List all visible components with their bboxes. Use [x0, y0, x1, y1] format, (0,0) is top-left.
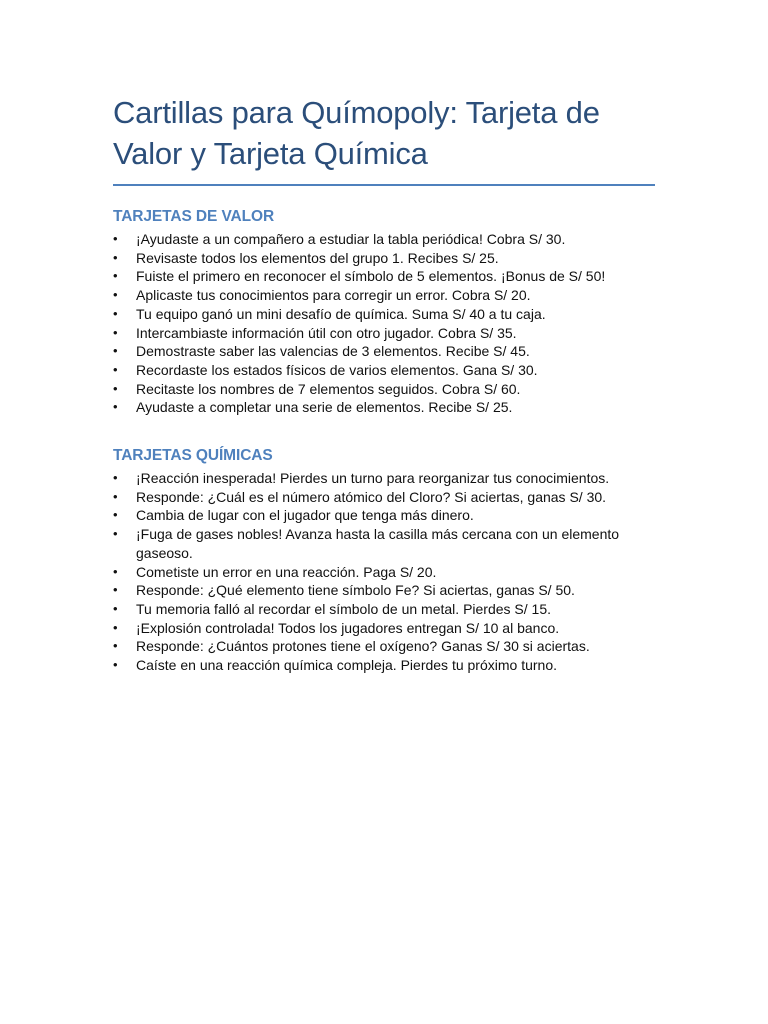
list-item-text: Aplicaste tus conocimientos para corregir un error. Cobra S/ 20. — [136, 287, 531, 304]
bullet-icon: • — [113, 563, 118, 579]
section-heading-tarjetas-de-valor: TARJETAS DE VALOR — [113, 208, 275, 225]
bullet-icon: • — [113, 231, 118, 246]
list-item-text: ¡Explosión controlada! Todos los jugadores entregan S/ 10 al banco. — [136, 619, 560, 636]
list-item — [113, 230, 631, 249]
list-item-text: Recordaste los estados físicos de varios elementos. Gana S/ 30. — [136, 361, 538, 378]
list-item — [113, 267, 631, 286]
section-heading-tarjetas-quimicas: TARJETAS QUÍMICAS — [113, 447, 273, 465]
list-item — [113, 380, 631, 399]
bullet-icon: • — [113, 287, 118, 303]
list-item-text: Tu equipo ganó un mini desafío de química. Suma S/ 40 a tu caja. — [136, 305, 546, 322]
bullet-icon: • — [113, 305, 118, 321]
bullet-icon: • — [113, 638, 118, 654]
list-item-text: Fuiste el primero en reconocer el símbolo de 5 elementos. ¡Bonus de S/ 50! — [136, 268, 606, 285]
bullet-icon: • — [113, 380, 118, 396]
list-item-text: Caíste en una reacción química compleja. Pierdes tu próximo turno. — [136, 657, 557, 674]
list-item — [113, 563, 631, 582]
bullet-icon: • — [113, 324, 118, 340]
bullet-icon: • — [113, 619, 118, 635]
bullet-icon: • — [113, 343, 118, 359]
bullet-icon: • — [113, 657, 118, 673]
list-item — [113, 249, 631, 268]
list-item-text: Ayudaste a completar una serie de elementos. Recibe S/ 25. — [136, 399, 513, 416]
list-item-text: Cambia de lugar con el jugador que tenga más dinero. — [136, 507, 474, 524]
list-tarjetas-quimicas — [113, 469, 672, 675]
list-item-text: Demostraste saber las valencias de 3 elementos. Recibe S/ 45. — [136, 343, 530, 360]
list-item-text: Intercambiaste información útil con otro jugador. Cobra S/ 35. — [136, 324, 517, 341]
list-item-text: Responde: ¿Cuántos protones tiene el oxígeno? Ganas S/ 30 si aciertas. — [136, 638, 590, 655]
list-item-text: Responde: ¿Qué elemento tiene símbolo Fe? Si aciertas, ganas S/ 50. — [136, 582, 575, 599]
list-item-text: Recitaste los nombres de 7 elementos seguidos. Cobra S/ 60. — [136, 380, 521, 397]
list-item — [113, 286, 631, 305]
list-item — [113, 305, 631, 324]
list-item — [113, 506, 631, 525]
list-item — [113, 600, 631, 619]
bullet-icon: • — [113, 526, 118, 542]
list-item-text: Revisaste todos los elementos del grupo 1. Recibes S/ 25. — [136, 249, 499, 266]
list-item — [113, 581, 631, 600]
list-item — [113, 525, 631, 562]
bullet-icon: • — [113, 507, 118, 523]
bullet-icon: • — [113, 249, 118, 265]
list-item — [113, 361, 631, 380]
list-item — [113, 324, 631, 343]
list-item-text: ¡Ayudaste a un compañero a estudiar la tabla periódica! Cobra S/ 30. — [136, 231, 566, 247]
bullet-icon: • — [113, 470, 118, 486]
bullet-icon: • — [113, 582, 118, 598]
list-tarjetas-de-valor — [113, 230, 672, 417]
list-item-text: ¡Fuga de gases nobles! Avanza hasta la casilla más cercana con un elemento gaseoso. — [136, 526, 620, 561]
list-item — [113, 619, 631, 638]
list-item — [113, 398, 631, 417]
bullet-icon: • — [113, 399, 118, 415]
list-item — [113, 342, 631, 361]
bullet-icon: • — [113, 488, 118, 504]
bullet-icon: • — [113, 600, 118, 616]
list-item — [113, 469, 631, 488]
list-item-text: Responde: ¿Cuál es el número atómico del Cloro? Si aciertas, ganas S/ 30. — [136, 488, 607, 505]
list-item — [113, 637, 631, 656]
list-item — [113, 656, 631, 675]
document-title: Cartillas para Químopoly: Tarjeta de Valor y Tarjeta Química — [113, 92, 655, 186]
list-item-text: Tu memoria falló al recordar el símbolo de un metal. Pierdes S/ 15. — [136, 600, 552, 617]
list-item-text: Cometiste un error en una reacción. Paga S/ 20. — [136, 563, 437, 580]
bullet-icon: • — [113, 361, 118, 377]
bullet-icon: • — [113, 268, 118, 284]
list-item-text: ¡Reacción inesperada! Pierdes un turno para reorganizar tus conocimientos. — [136, 470, 610, 487]
list-item — [113, 488, 631, 507]
